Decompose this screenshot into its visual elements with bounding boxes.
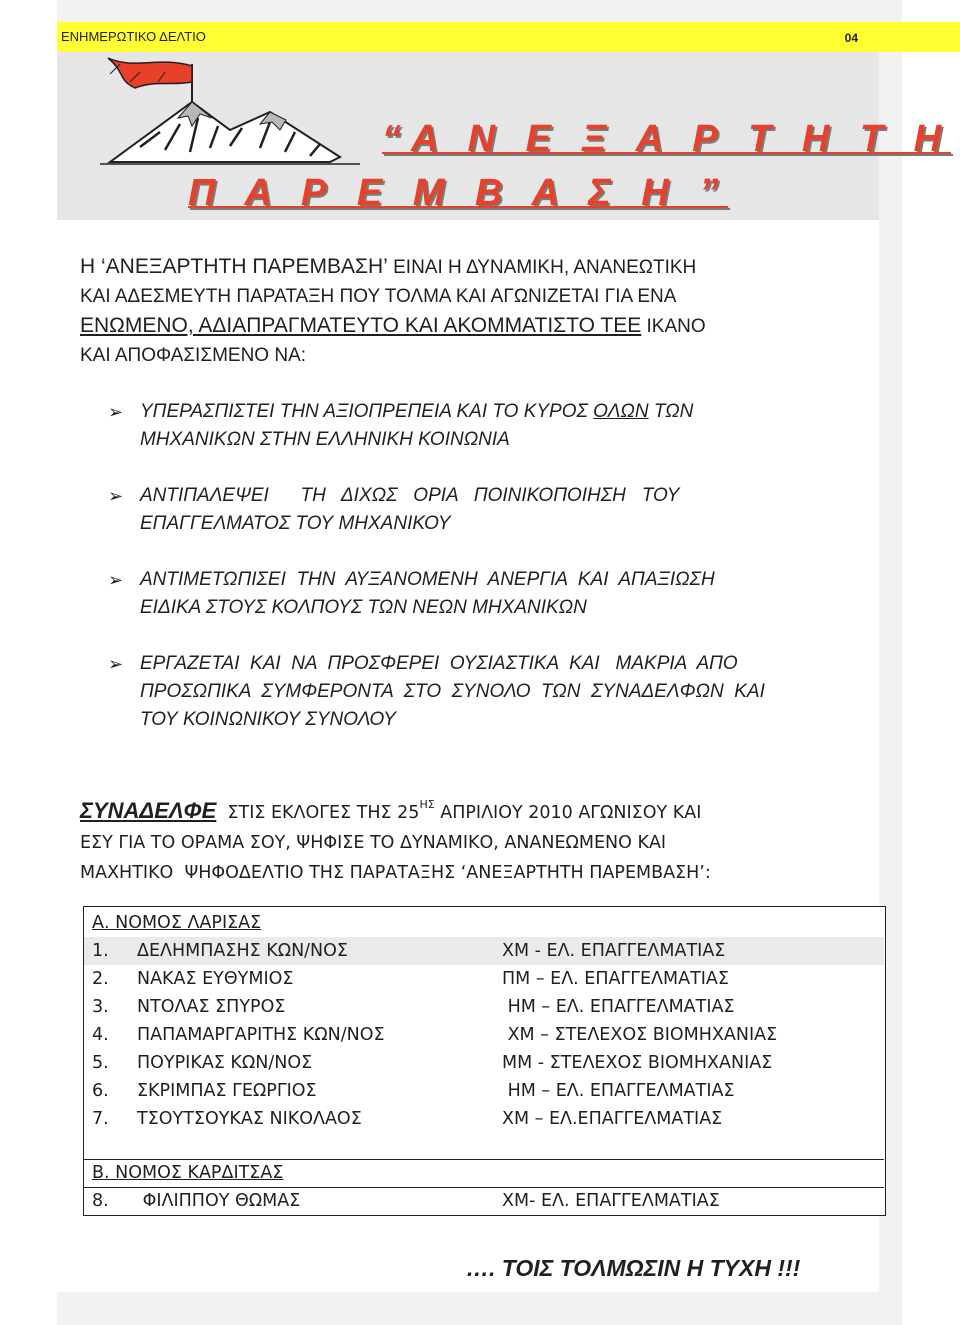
list-item-text: ΥΠΕΡΑΣΠΙΣΤΕΙ ΤΗΝ ΑΞΙΟΠΡΕΠΕΙΑ ΚΑΙ ΤΟ ΚΥΡΟΣ bbox=[140, 401, 594, 422]
appeal-text: ΜΑΧΗΤΙΚΟ ΨΗΦΟΔΕΛΤΙΟ ΤΗΣ ΠΑΡΑΤΑΞΗΣ ‘ΑΝΕΞΑΡΤΗΤΗ ΠΑΡΕΜΒΑΣΗ’: bbox=[80, 863, 711, 883]
candidates-table bbox=[83, 906, 886, 1216]
header-bar-extension bbox=[902, 22, 960, 52]
row-number: 7. bbox=[92, 1109, 109, 1129]
appeal-superscript: ΗΣ bbox=[419, 798, 435, 811]
row-number: 8. bbox=[92, 1191, 109, 1211]
list-item-text: ΑΝΤΙΜΕΤΩΠΙΣΕΙ ΤΗΝ ΑΥΞΑΝΟΜΕΝΗ ΑΝΕΡΓΙΑ ΚΑΙ ΑΠΑΞΙΩΣΗ bbox=[140, 569, 715, 590]
appeal-text: ΣΤΙΣ ΕΚΛΟΓΕΣ ΤΗΣ 25 bbox=[216, 803, 420, 823]
intro-text: ΚΑΙ ΑΠΟΦΑΣΙΣΜΕΝΟ ΝΑ: bbox=[80, 345, 307, 366]
candidate-role: ΗΜ – ΕΛ. ΕΠΑΓΓΕΛΜΑΤΙΑΣ bbox=[502, 1081, 735, 1101]
table-row bbox=[92, 937, 882, 965]
candidate-name: ΠΟΥΡΙΚΑΣ ΚΩΝ/ΝΟΣ bbox=[137, 1053, 313, 1073]
banner-title-line2: Π Α Ρ Ε Μ Β Α Σ Η ” bbox=[188, 172, 729, 214]
table-row bbox=[92, 993, 882, 1021]
arrow-bullet-icon: ➢ bbox=[108, 570, 124, 590]
header-bar bbox=[57, 22, 902, 52]
candidate-role: ΧΜ- ΕΛ. ΕΠΑΓΓΕΛΜΑΤΙΑΣ bbox=[502, 1191, 720, 1211]
intro-paragraph bbox=[80, 252, 880, 370]
candidate-name: ΣΚΡΙΜΠΑΣ ΓΕΩΡΓΙΟΣ bbox=[137, 1081, 317, 1101]
arrow-bullet-icon: ➢ bbox=[108, 654, 124, 674]
candidate-name: ΠΑΠΑΜΑΡΓΑΡΙΤΗΣ ΚΩΝ/ΝΟΣ bbox=[137, 1025, 385, 1045]
table-row bbox=[92, 1187, 882, 1215]
list-item-text: ΤΩΝ bbox=[648, 401, 694, 422]
table-row bbox=[92, 1105, 882, 1133]
section-title-karditsa: Β. ΝΟΜΟΣ ΚΑΡΔΙΤΣΑΣ bbox=[92, 1163, 284, 1183]
candidate-role: ΗΜ – ΕΛ. ΕΠΑΓΓΕΛΜΑΤΙΑΣ bbox=[502, 997, 735, 1017]
appeal-paragraph bbox=[80, 790, 880, 888]
list-item-emphasis: ΟΛΩΝ bbox=[593, 401, 649, 422]
appeal-text: ΑΠΡΙΛΙΟΥ 2010 ΑΓΩΝΙΣΟΥ ΚΑΙ bbox=[434, 803, 702, 823]
arrow-bullet-icon: ➢ bbox=[108, 486, 124, 506]
banner-title-line1: “Α Ν Ε Ξ Α Ρ Τ Η Τ Η bbox=[382, 118, 952, 160]
list-item-text: ΤΟΥ ΚΟΙΝΩΝΙΚΟΥ ΣΥΝΟΛΟΥ bbox=[140, 709, 396, 730]
closing-motto: …. ΤΟΙΣ ΤΟΛΜΩΣΙΝ Η ΤΥΧΗ !!! bbox=[466, 1255, 801, 1281]
row-number: 4. bbox=[92, 1025, 109, 1045]
appeal-lead: ΣΥΝΑΔΕΛΦΕ bbox=[80, 798, 217, 823]
list-item-text: ΕΠΑΓΓΕΛΜΑΤΟΣ ΤΟΥ ΜΗΧΑΝΙΚΟΥ bbox=[140, 513, 451, 534]
candidate-name: ΝΑΚΑΣ ΕΥΘΥΜΙΟΣ bbox=[137, 969, 294, 989]
row-number: 3. bbox=[92, 997, 109, 1017]
candidate-name: ΦΙΛΙΠΠΟΥ ΘΩΜΑΣ bbox=[137, 1191, 301, 1211]
newsletter-title: ΕΝΗΜΕΡΩΤΙΚΟ ΔΕΛΤΙΟ bbox=[61, 29, 206, 44]
mountains-with-flag-icon bbox=[80, 52, 380, 172]
table-row bbox=[92, 1049, 882, 1077]
candidate-role: ΧΜ – ΕΛ.ΕΠΑΓΓΕΛΜΑΤΙΑΣ bbox=[502, 1109, 723, 1129]
list-item-text: ΕΡΓΑΖΕΤΑΙ ΚΑΙ ΝΑ ΠΡΟΣΦΕΡΕΙ ΟΥΣΙΑΣΤΙΚΑ ΚΑΙ ΜΑΚΡΙΑ ΑΠΟ bbox=[140, 653, 738, 674]
table-row bbox=[92, 1077, 882, 1105]
list-item-text: ΑΝΤΙΠΑΛΕΨΕΙ ΤΗ ΔΙΧΩΣ ΟΡΙΑ ΠΟΙΝΙΚΟΠΟΙΗΣΗ ΤΟΥ bbox=[140, 485, 680, 506]
candidate-role: ΧΜ - ΕΛ. ΕΠΑΓΓΕΛΜΑΤΙΑΣ bbox=[502, 941, 726, 961]
candidate-role: ΠΜ – ΕΛ. ΕΠΑΓΓΕΛΜΑΤΙΑΣ bbox=[502, 969, 729, 989]
intro-text: ΚΑΙ ΑΔΕΣΜΕΥΤΗ ΠΑΡΑΤΑΞΗ ΠΟΥ ΤΟΛΜΑ ΚΑΙ ΑΓΩΝΙΖΕΤΑΙ ΓΙΑ ΕΝΑ bbox=[80, 286, 677, 307]
candidate-name: ΝΤΟΛΑΣ ΣΠΥΡΟΣ bbox=[137, 997, 286, 1017]
intro-text: ΙΚΑΝΟ bbox=[641, 316, 706, 337]
row-number: 1. bbox=[92, 941, 109, 961]
candidate-role: ΧΜ – ΣΤΕΛΕΧΟΣ ΒΙΟΜΗΧΑΝΙΑΣ bbox=[502, 1025, 778, 1045]
list-item-text: ΠΡΟΣΩΠΙΚΑ ΣΥΜΦΕΡΟΝΤΑ ΣΤΟ ΣΥΝΟΛΟ ΤΩΝ ΣΥΝΑΔΕΛΦΩΝ ΚΑΙ bbox=[140, 681, 765, 702]
row-number: 2. bbox=[92, 969, 109, 989]
page-number: 04 bbox=[844, 31, 858, 45]
candidate-name: ΤΣΟΥΤΣΟΥΚΑΣ ΝΙΚΟΛΑΟΣ bbox=[137, 1109, 362, 1129]
section-title-larisa: Α. ΝΟΜΟΣ ΛΑΡΙΣΑΣ bbox=[92, 913, 262, 933]
intro-lead: Η ‘ΑΝΕΞΑΡΤΗΤΗ ΠΑΡΕΜΒΑΣΗ’ bbox=[80, 255, 388, 278]
row-number: 6. bbox=[92, 1081, 109, 1101]
page-margin bbox=[902, 0, 960, 1325]
intro-emphasis: ΕΝΩΜΕΝΟ, ΑΔΙΑΠΡΑΓΜΑΤΕΥΤΟ ΚΑΙ ΑΚΟΜΜΑΤΙΣΤΟ ΤΕΕ bbox=[80, 314, 642, 337]
list-item-text: ΕΙΔΙΚΑ ΣΤΟΥΣ ΚΟΛΠΟΥΣ ΤΩΝ ΝΕΩΝ ΜΗΧΑΝΙΚΩΝ bbox=[140, 597, 587, 618]
candidate-name: ΔΕΛΗΜΠΑΣΗΣ ΚΩΝ/ΝΟΣ bbox=[137, 941, 348, 961]
candidate-role: ΜΜ - ΣΤΕΛΕΧΟΣ ΒΙΟΜΗΧΑΝΙΑΣ bbox=[502, 1053, 773, 1073]
row-number: 5. bbox=[92, 1053, 109, 1073]
intro-text: ΕΙΝΑΙ Η ΔΥΝΑΜΙΚΗ, ΑΝΑΝΕΩΤΙΚΗ bbox=[387, 257, 697, 278]
table-row bbox=[92, 1021, 882, 1049]
list-item-text: ΜΗΧΑΝΙΚΩΝ ΣΤΗΝ ΕΛΛΗΝΙΚΗ ΚΟΙΝΩΝΙΑ bbox=[140, 429, 510, 450]
appeal-text: ΕΣΥ ΓΙΑ ΤΟ ΟΡΑΜΑ ΣΟΥ, ΨΗΦΙΣΕ ΤΟ ΔΥΝΑΜΙΚΟ, ΑΝΑΝΕΩΜΕΝΟ ΚΑΙ bbox=[80, 833, 667, 853]
table-row bbox=[92, 965, 882, 993]
arrow-bullet-icon: ➢ bbox=[108, 402, 124, 422]
